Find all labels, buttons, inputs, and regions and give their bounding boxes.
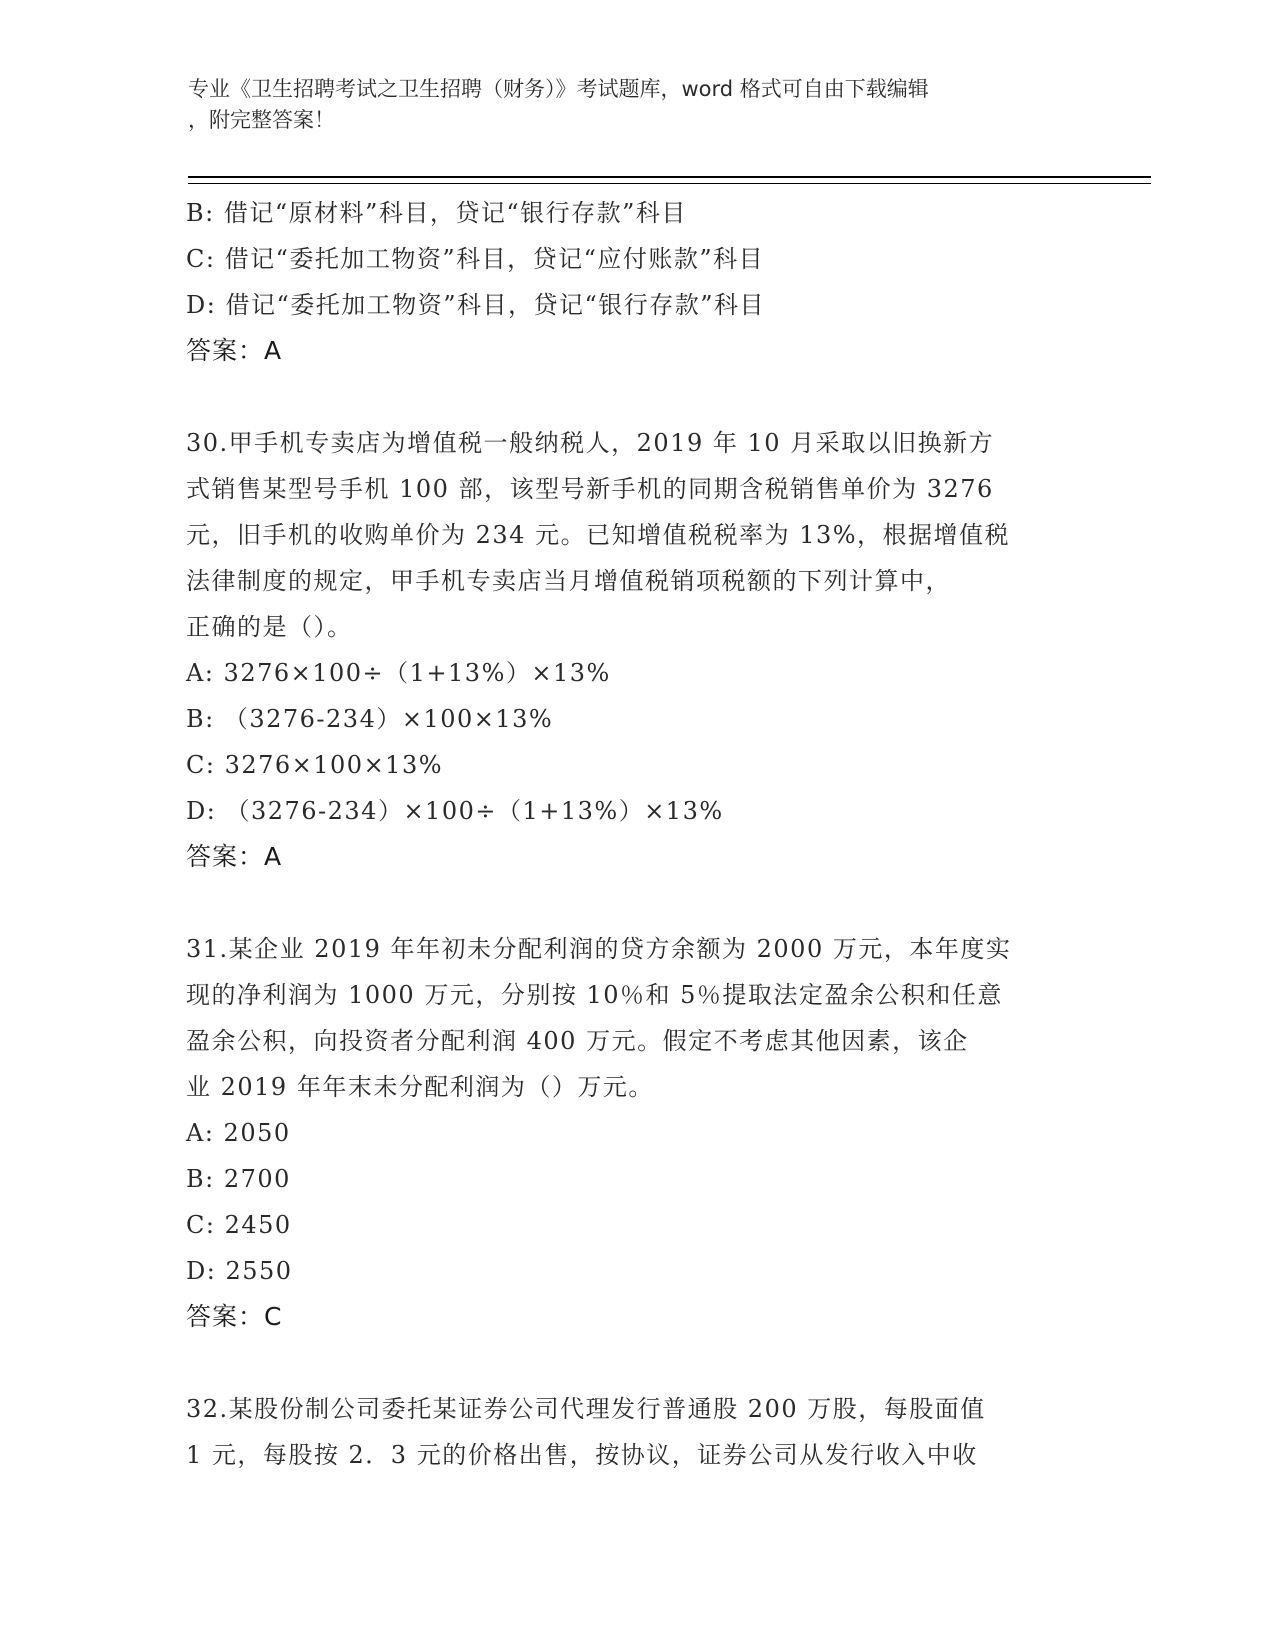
option-c: C: 3276×100×13%	[186, 751, 444, 779]
document-header	[188, 74, 1068, 136]
question-stem-line: 30.甲手机专卖店为增值税一般纳税人，2019 年 10 月采取以旧换新方	[186, 429, 995, 457]
spacer	[186, 1340, 1086, 1386]
option-d: D: （3276-234）×100÷（1+13%）×13%	[186, 797, 724, 825]
option-b: B: （3276-234）×100×13%	[186, 705, 554, 733]
question-30	[186, 420, 1086, 880]
option-c: C: 2450	[186, 1211, 292, 1239]
question-stem-line: 32.某股份制公司委托某证券公司代理发行普通股 200 万股，每股面值	[186, 1395, 986, 1423]
option-a: A: 2050	[186, 1119, 291, 1147]
question-content	[186, 190, 1086, 1478]
question-stem-line: 元，旧手机的收购单价为 234 元。已知增值税税率为 13%，根据增值税	[186, 521, 1011, 549]
question-stem-line: 1 元，每股按 2．3 元的价格出售，按协议，证券公司从发行收入中收	[186, 1441, 978, 1469]
question-stem-line: 法律制度的规定，甲手机专卖店当月增值税销项税额的下列计算中，	[186, 567, 951, 595]
question-31	[186, 926, 1086, 1340]
option-b: B: 2700	[186, 1165, 291, 1193]
option-d: D: 借记“委托加工物资”科目，贷记“银行存款”科目	[186, 291, 766, 319]
question-stem-line: 现的净利润为 1000 万元，分别按 10％和 5％提取法定盈余公积和任意	[186, 981, 1003, 1009]
header-line-1: 专业《卫生招聘考试之卫生招聘（财务）》考试题库，word 格式可自由下载编辑	[188, 77, 929, 101]
question-stem-line: 31.某企业 2019 年年初未分配利润的贷方余额为 2000 万元，本年度实	[186, 935, 1012, 963]
option-a: A: 3276×100÷（1+13%）×13%	[186, 659, 611, 687]
question-29	[186, 190, 1086, 374]
header-line-2: ，附完整答案！	[188, 108, 335, 132]
spacer	[186, 880, 1086, 926]
header-divider-thin	[188, 183, 1151, 184]
spacer	[186, 374, 1086, 420]
header-divider-thick	[188, 176, 1151, 178]
question-32	[186, 1386, 1086, 1478]
question-stem-line: 式销售某型号手机 100 部，该型号新手机的同期含税销售单价为 3276	[186, 475, 994, 503]
answer: 答案：C	[186, 1302, 283, 1331]
question-stem-line: 盈余公积，向投资者分配利润 400 万元。假定不考虑其他因素，该企	[186, 1027, 969, 1055]
option-c: C: 借记“委托加工物资”科目，贷记“应付账款”科目	[186, 245, 765, 273]
answer: 答案：A	[186, 336, 283, 365]
question-stem-line: 正确的是（）。	[186, 613, 353, 641]
option-d: D: 2550	[186, 1257, 293, 1285]
question-stem-line: 业 2019 年年末未分配利润为（）万元。	[186, 1073, 654, 1101]
answer: 答案：A	[186, 842, 283, 871]
option-b: B: 借记“原材料”科目，贷记“银行存款”科目	[186, 199, 687, 227]
